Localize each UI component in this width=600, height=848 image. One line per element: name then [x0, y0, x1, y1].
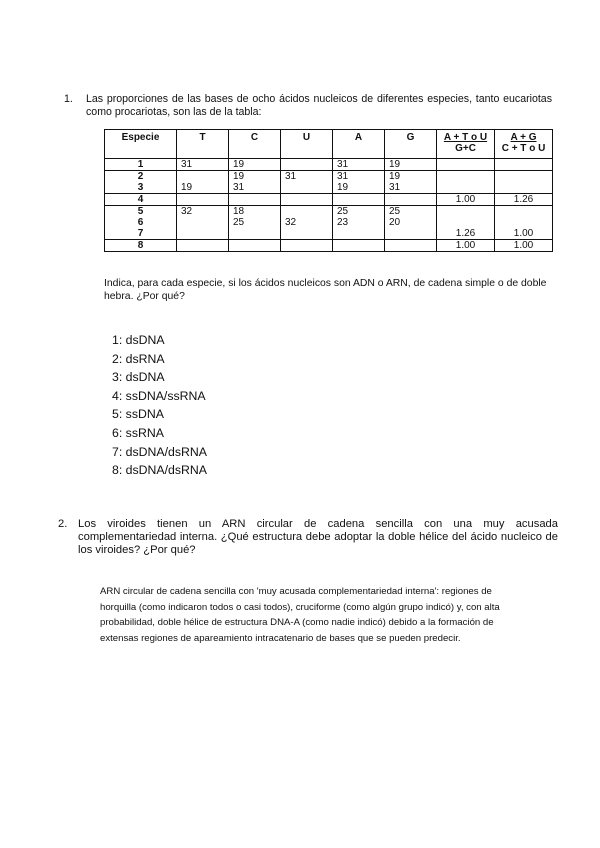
- answer-item: 2: dsRNA: [112, 351, 165, 366]
- table-header-row: [105, 130, 553, 159]
- table-cell: 1: [105, 159, 177, 171]
- table-cell: [385, 194, 437, 206]
- question-1-number: 1.: [64, 93, 73, 105]
- table-cell: 19: [229, 171, 281, 183]
- table-cell: [177, 240, 229, 252]
- table-cell: 31: [385, 182, 437, 194]
- table-cell: 32: [177, 206, 229, 218]
- answer-item: 4: ssDNA/ssRNA: [112, 388, 206, 403]
- ratio-2-numerator: A + G: [510, 132, 537, 143]
- table-cell: 1.26: [495, 194, 553, 206]
- table-cell: 25: [229, 217, 281, 228]
- table-cell: 19: [385, 159, 437, 171]
- table-cell: [495, 159, 553, 171]
- table-cell: [281, 159, 333, 171]
- table-cell: [177, 194, 229, 206]
- answer-item: 3: dsDNA: [112, 370, 165, 385]
- answer-item: 6: ssRNA: [112, 425, 164, 440]
- table-cell: [437, 182, 495, 194]
- question-2-number: 2.: [58, 518, 68, 530]
- table-cell: 32: [281, 217, 333, 228]
- answer-list: [112, 331, 207, 480]
- table-cell: 1.00: [437, 240, 495, 252]
- header-t: T: [177, 130, 229, 159]
- table-cell: 25: [385, 206, 437, 218]
- header-a: A: [333, 130, 385, 159]
- answer-item: 1: dsDNA: [112, 333, 165, 347]
- table-cell: [495, 182, 553, 194]
- table-cell: 2: [105, 171, 177, 183]
- question-1-prompt: Indica, para cada especie, si los ácidos nucleicos son ADN o ARN, de cadena simple o de doble hebra. ¿Por qué?: [104, 278, 547, 302]
- table-cell: 19: [385, 171, 437, 183]
- table-cell: 8: [105, 240, 177, 252]
- ratio-2-denominator: C + T o U: [501, 143, 546, 154]
- table-cell: 19: [229, 159, 281, 171]
- table-cell: 31: [229, 182, 281, 194]
- table-cell: [437, 206, 495, 218]
- table-cell: 3: [105, 182, 177, 194]
- table-row: [105, 206, 553, 218]
- table-cell: [385, 240, 437, 252]
- table-cell: [177, 171, 229, 183]
- table-cell: [229, 228, 281, 240]
- table-cell: [333, 240, 385, 252]
- header-u: U: [281, 130, 333, 159]
- answer-item: 8: dsDNA/dsRNA: [112, 463, 207, 478]
- question-2-answer: ARN circular de cadena sencilla con 'muy acusada complementariedad interna': regiones de horquilla (como indicaron todos o casi todos), cruciforme (como algún grupo indicó) y, con alta probabilidad, doble hélice de estructura DNA-A (como nadie indicó) debido a la formación de extensas regiones de apareamiento intracatenario de bases que se pueden predecir.: [100, 586, 500, 644]
- header-c: C: [229, 130, 281, 159]
- table-cell: [229, 194, 281, 206]
- table-cell: [177, 228, 229, 240]
- table-row: [105, 171, 553, 183]
- question-2: [58, 518, 558, 557]
- ratio-1-numerator: A + T o U: [443, 132, 488, 143]
- table-cell: 23: [333, 217, 385, 228]
- table-cell: [281, 206, 333, 218]
- table-cell: [229, 240, 281, 252]
- table-cell: 25: [333, 206, 385, 218]
- header-especie: Especie: [105, 130, 177, 159]
- table-cell: [495, 171, 553, 183]
- table-cell: [281, 182, 333, 194]
- table-cell: [385, 228, 437, 240]
- header-g: G: [385, 130, 437, 159]
- answer-item: 5: ssDNA: [112, 407, 164, 422]
- table-cell: [281, 194, 333, 206]
- question-1-text: Las proporciones de las bases de ocho ácidos nucleicos de diferentes especies, tanto eucariotas como procariotas, son las de la tabla:: [86, 93, 552, 118]
- ratio-1-denominator: G+C: [455, 143, 476, 154]
- table-cell: [437, 159, 495, 171]
- table-cell: 19: [333, 182, 385, 194]
- table-row: [105, 228, 553, 240]
- table-cell: 31: [177, 159, 229, 171]
- table-row: [105, 182, 553, 194]
- question-1: [64, 93, 552, 119]
- question-2-text: Los viroides tienen un ARN circular de cadena sencilla con una muy acusada complementariedad interna. ¿Qué estructura debe adoptar la doble hélice del ácido nucleico de los viroides? ¿Por qué?: [78, 518, 558, 556]
- table-cell: 4: [105, 194, 177, 206]
- header-ratio-1: [437, 130, 495, 159]
- table-cell: [333, 228, 385, 240]
- table-row: [105, 159, 553, 171]
- table-row: [105, 240, 553, 252]
- answer-item: 7: dsDNA/dsRNA: [112, 444, 207, 459]
- table-cell: [437, 217, 495, 228]
- table-cell: 31: [333, 171, 385, 183]
- table-cell: 5: [105, 206, 177, 218]
- table-cell: 1.00: [495, 240, 553, 252]
- table-cell: 20: [385, 217, 437, 228]
- table-cell: [333, 194, 385, 206]
- header-ratio-2: [495, 130, 553, 159]
- table-cell: [281, 228, 333, 240]
- table-cell: 18: [229, 206, 281, 218]
- table-row: [105, 194, 553, 206]
- table-cell: 7: [105, 228, 177, 240]
- table-cell: 19: [177, 182, 229, 194]
- table-cell: 6: [105, 217, 177, 228]
- table-cell: 31: [333, 159, 385, 171]
- table-cell: [495, 217, 553, 228]
- base-proportions-table: [104, 129, 553, 252]
- table-row: [105, 217, 553, 228]
- table-cell: [495, 206, 553, 218]
- table-cell: [437, 171, 495, 183]
- table-cell: 31: [281, 171, 333, 183]
- table-cell: 1.26: [437, 228, 495, 240]
- table-cell: [281, 240, 333, 252]
- table-cell: [177, 217, 229, 228]
- table-cell: 1.00: [495, 228, 553, 240]
- table-cell: 1.00: [437, 194, 495, 206]
